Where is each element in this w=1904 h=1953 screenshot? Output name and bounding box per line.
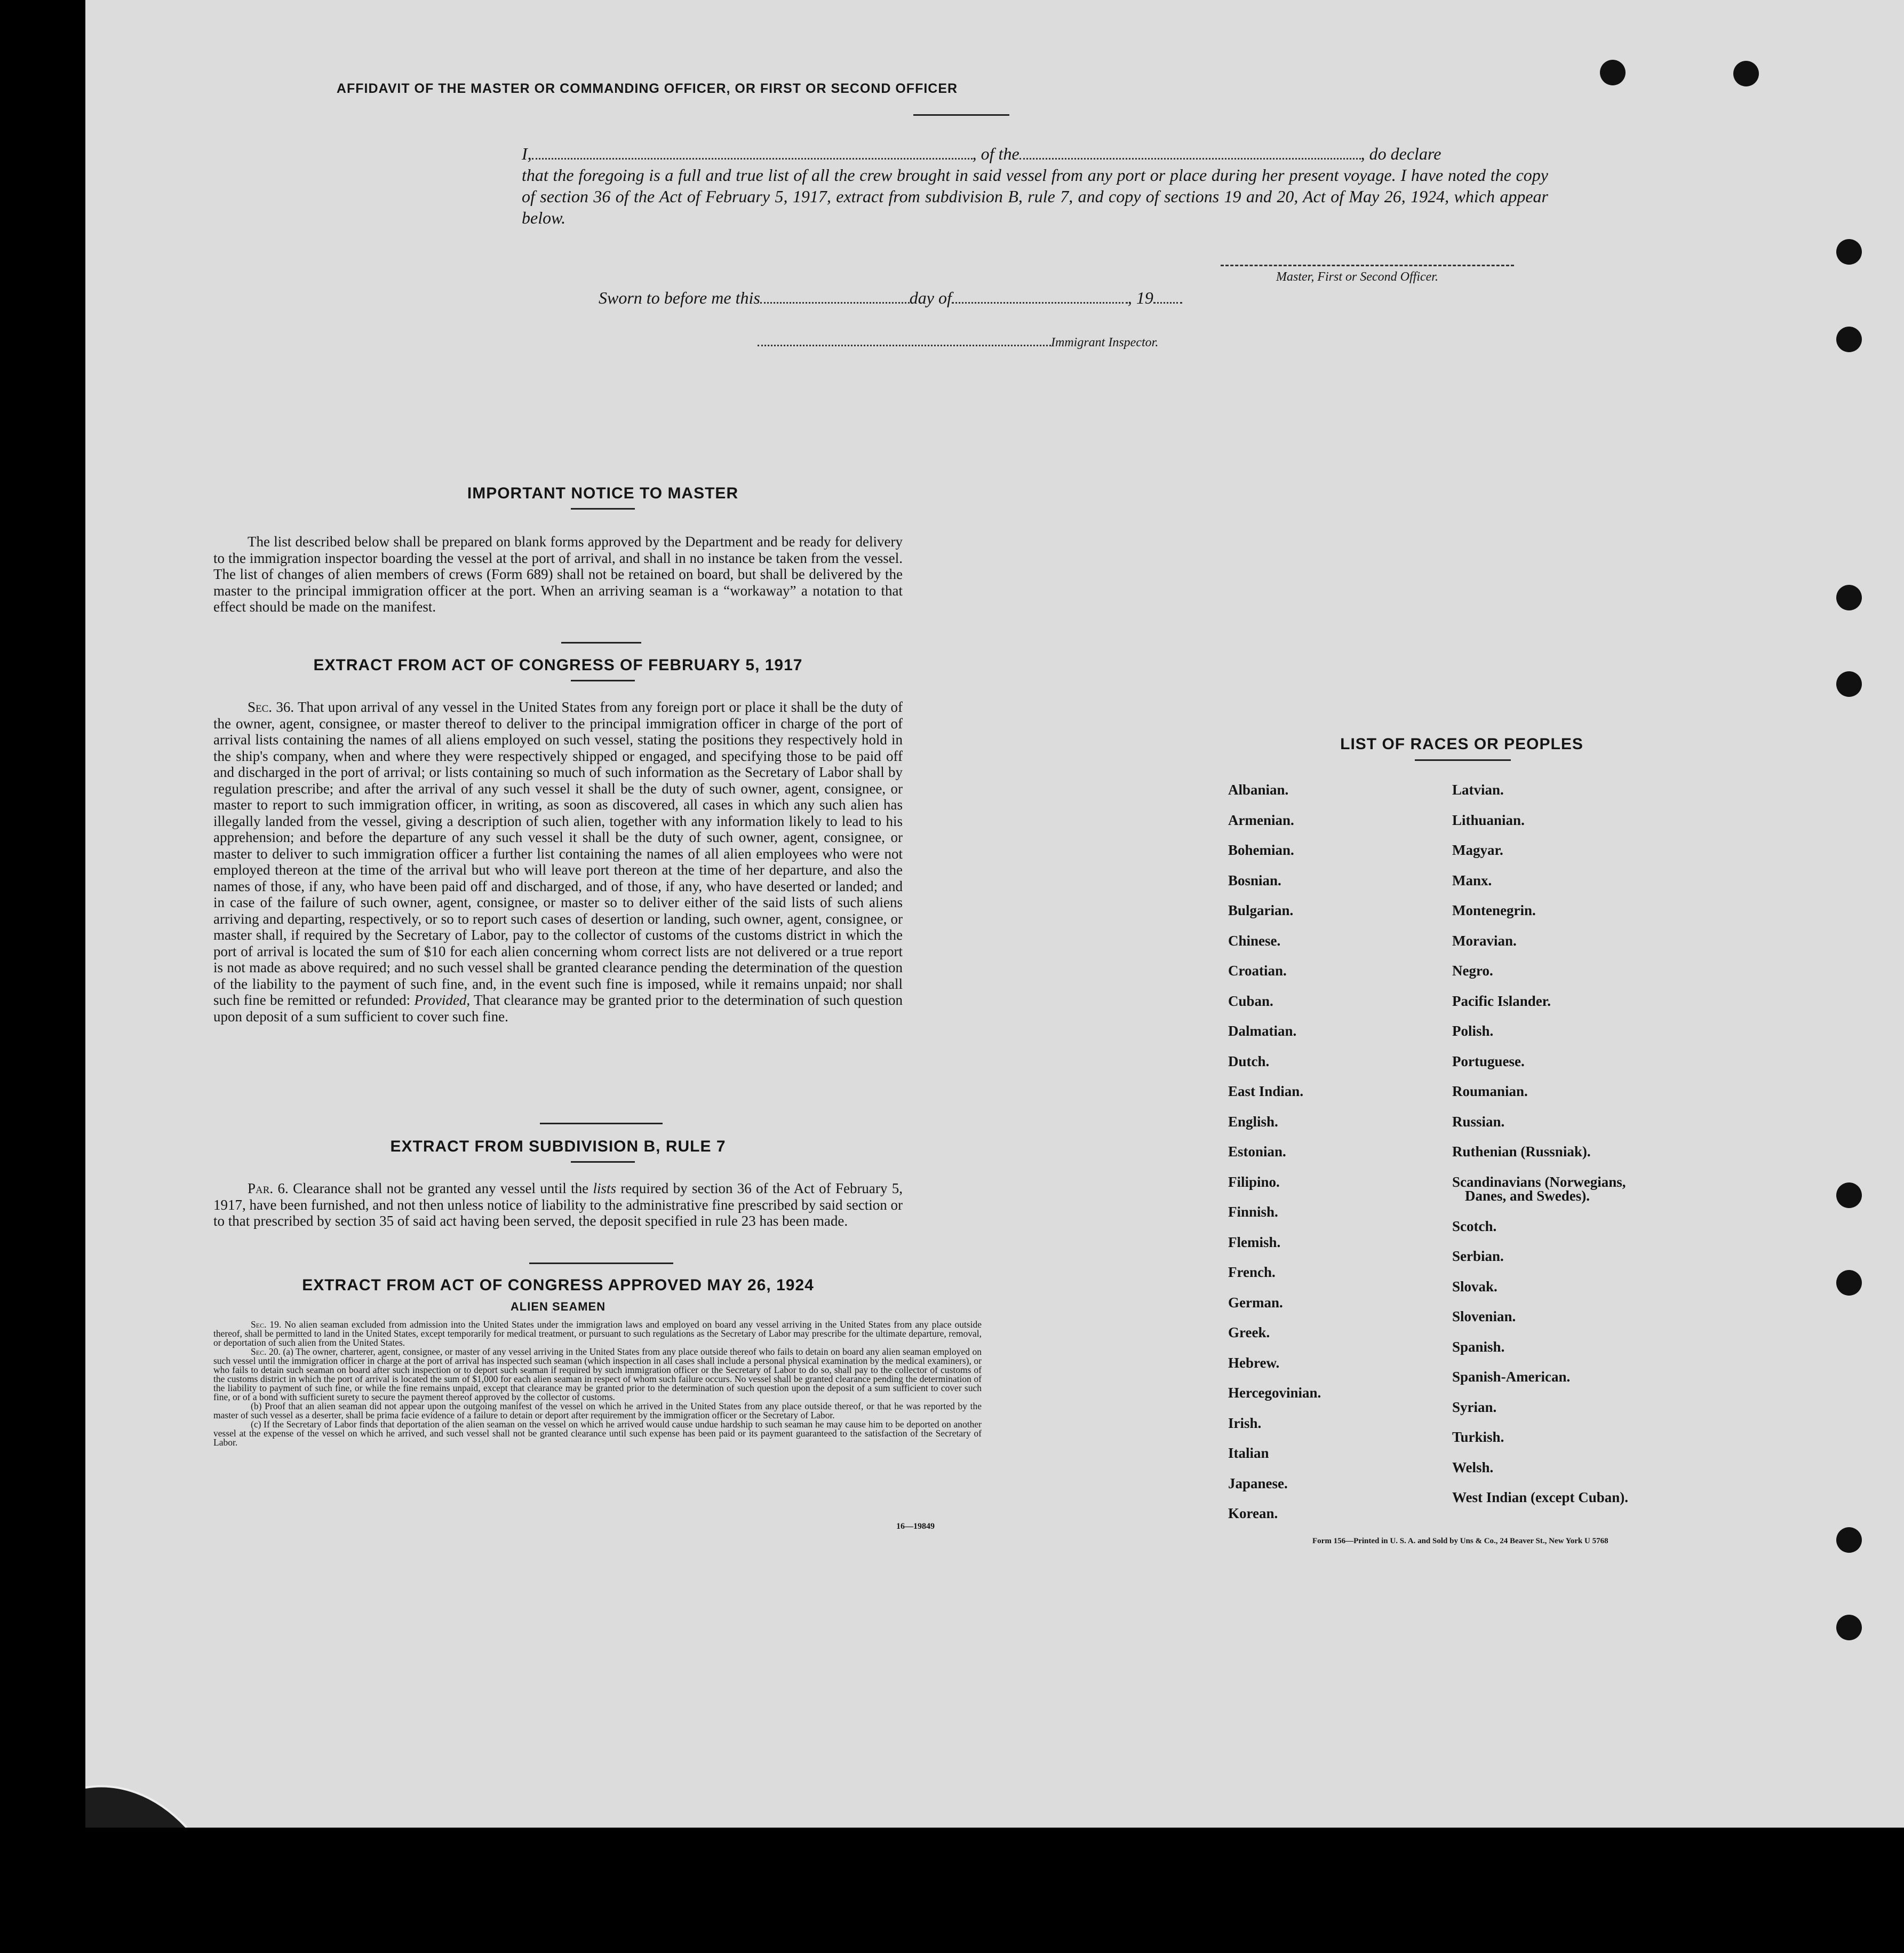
par-6-body-b: required by section 36 of the Act of February 5, 1917, have been furnished, and not then unless notice of liability to the administrative fine prescribed by said section or to that prescribed by section 35 of said act having been served, the deposit specified in rule 23 has been made. [213, 1180, 903, 1229]
race-item: East Indian. [1228, 1083, 1304, 1099]
race-item: Syrian. [1452, 1399, 1497, 1415]
race-item: Scandinavians (Norwegians, [1452, 1173, 1626, 1190]
par-6-body-a: Clearance shall not be granted any vessel until the [293, 1180, 589, 1196]
extract-1917-rule [571, 680, 635, 681]
race-item: Korean. [1228, 1505, 1278, 1521]
affidavit-title: AFFIDAVIT OF THE MASTER OR COMMANDING OFFICER, OR FIRST OR SECOND OFFICER [336, 81, 958, 96]
race-item: Italian [1228, 1445, 1269, 1461]
races-right-column [1452, 782, 1628, 1520]
punch-hole [1600, 60, 1626, 85]
extract-1917-end-rule [540, 1123, 663, 1124]
alien-seamen-subtitle: ALIEN SEAMEN [510, 1300, 606, 1313]
day-field[interactable] [760, 288, 910, 304]
race-item: Albanian. [1228, 782, 1289, 798]
race-item: Dalmatian. [1228, 1023, 1297, 1039]
punch-hole [1836, 1527, 1862, 1553]
race-item: Bosnian. [1228, 872, 1281, 888]
inspector-caption: Immigrant Inspector. [1051, 336, 1159, 350]
races-left-column [1228, 782, 1321, 1536]
subdivision-end-rule [529, 1263, 673, 1264]
race-item: Roumanian. [1452, 1083, 1528, 1099]
race-item: West Indian (except Cuban). [1452, 1489, 1629, 1505]
declaration-text: that the foregoing is a full and true list of all the crew brought in said vessel from any port or place during her present voyage. I have noted the copy of section 36 of the Act of February 5, 1917, extract from subdivision B, rule 7, and copy of sections 19 and 20, Act of May 26, 1924, which appear below. [522, 165, 1548, 227]
notice-title: IMPORTANT NOTICE TO MASTER [467, 485, 739, 502]
race-item: Hercegovinian. [1228, 1385, 1321, 1401]
inspector-line [758, 331, 1158, 350]
race-item: Greek. [1228, 1324, 1270, 1340]
race-item: Pacific Islander. [1452, 993, 1551, 1009]
section-36-text [213, 699, 903, 1025]
day-of-label: day of [909, 288, 952, 307]
punch-hole [1836, 1182, 1862, 1208]
sec-19-body: No alien seaman excluded from admission into the United States under the immigration laws and employed on board any vessel arriving in the United States from any place outside thereof, shall be permitted to land in the United States, except temporarily for medical treatment, or pursuant to such regulations as the Secretary of Labor may prescribe for the ultimate departure, removal, or deportation of such alien from the United States. [213, 1319, 982, 1348]
race-item: Dutch. [1228, 1053, 1270, 1069]
race-item: Estonian. [1228, 1144, 1286, 1160]
race-item: English. [1228, 1113, 1278, 1130]
race-item: Slovenian. [1452, 1308, 1516, 1324]
notice-text: The list described below shall be prepared on blank forms approved by the Department and be ready for delivery to the immigration inspector boarding the vessel at the port of arrival, and shall in no instance be taken from the vessel. The list of changes of alien members of crews (Form 689) shall not be retained on board, but shall be delivered by the master to the principal immigration officer at the port. When an arriving seaman is a “workaway” a notation to that effect should be made on the manifest. [213, 534, 903, 615]
subdivision-title: EXTRACT FROM SUBDIVISION B, RULE 7 [390, 1138, 726, 1155]
extract-1917-title: EXTRACT FROM ACT OF CONGRESS OF FEBRUARY 5, 1917 [313, 656, 803, 674]
provided-word: Provided, [414, 992, 471, 1008]
race-item: Lithuanian. [1452, 812, 1525, 828]
race-item: Latvian. [1452, 782, 1504, 798]
race-item: Spanish-American. [1452, 1369, 1571, 1385]
race-item: Croatian. [1228, 963, 1287, 979]
race-item: Armenian. [1228, 812, 1294, 828]
race-item: Bulgarian. [1228, 902, 1294, 918]
race-item: Serbian. [1452, 1248, 1504, 1264]
document-page [85, 0, 1904, 1828]
form-code: 16—19849 [896, 1522, 935, 1531]
punch-hole [1836, 239, 1862, 265]
sec-20-label: Sec. 20. [251, 1346, 281, 1357]
punch-hole [1836, 585, 1862, 610]
year-prefix: , 19 [1127, 288, 1153, 307]
race-item: Scotch. [1452, 1218, 1497, 1234]
sworn-line [599, 288, 1182, 308]
race-item: Magyar. [1452, 842, 1503, 858]
sec-36-end: That clearance may be granted prior to the determination of such question upon deposit of a sum sufficient to cover such fine. [213, 992, 903, 1025]
notice-end-rule [561, 642, 641, 644]
master-caption: Master, First or Second Officer. [1276, 270, 1438, 284]
race-item: Danes, and Swedes). [1465, 1188, 1590, 1204]
sec-20c-paragraph: (c) If the Secretary of Labor finds that deportation of the alien seaman on the vessel on which he arrived would cause undue hardship to such seaman he may cause him to be deported on another vessel at the expense of the vessel on which he arrived, and such vessel shall not be granted clearance until such expense has been paid or its payment guaranteed to the satisfaction of the Secretary of Labor. [213, 1419, 982, 1448]
race-item: Polish. [1452, 1023, 1494, 1039]
sec-20a-paragraph [213, 1347, 982, 1402]
race-item: Chinese. [1228, 932, 1281, 949]
year-field[interactable] [1153, 288, 1182, 304]
sec-19-label: Sec. 19. [251, 1319, 282, 1330]
race-item: Montenegrin. [1452, 902, 1536, 918]
race-item: Portuguese. [1452, 1053, 1525, 1069]
inspector-signature-field[interactable] [758, 331, 1051, 346]
title-rule [913, 114, 1009, 116]
race-item: Irish. [1228, 1415, 1262, 1431]
of-the-label: , of the [972, 144, 1019, 163]
name-field[interactable] [532, 144, 973, 160]
race-item: Japanese. [1228, 1475, 1288, 1491]
sec-20b-paragraph: (b) Proof that an alien seaman did not appear upon the outgoing manifest of the vessel on which he arrived in the United States from any place outside thereof, or that he was reported by the master of such vessel as a deserter, shall be prima facie evidence of a failure to detain or deport after requirement by the immigration officer or the Secretary of Labor. [213, 1401, 982, 1420]
race-item: Turkish. [1452, 1429, 1504, 1445]
form-note: Form 156—Printed in U. S. A. and Sold by Uns & Co., 24 Beaver St., New York U 5768 [1312, 1537, 1608, 1545]
race-item: Flemish. [1228, 1234, 1281, 1250]
month-field[interactable] [952, 288, 1128, 304]
punch-hole [1836, 1270, 1862, 1296]
sec-19-paragraph [213, 1320, 982, 1347]
race-item: Ruthenian (Russniak). [1452, 1144, 1591, 1160]
sections-1924-text [213, 1320, 982, 1447]
races-rule [1415, 759, 1511, 761]
race-item: Hebrew. [1228, 1354, 1280, 1371]
race-item: Spanish. [1452, 1338, 1505, 1355]
i-label: I, [522, 144, 532, 163]
race-item: Bohemian. [1228, 842, 1294, 858]
punch-hole [1733, 61, 1759, 86]
sec-36-body: That upon arrival of any vessel in the United States from any foreign port or place it shall be the duty of the owner, agent, consignee, or master thereof to deliver to the principal immigration officer in charge of the port of arrival lists containing the names of all aliens employed on such vessel, stating the positions they respectively hold in the ship's company, when and where they were respectively shipped or engaged, and specifying those to be paid off and discharged in the port of arrival; or lists containing so much of such information as the Secretary of Labor shall by regulation prescribe; and after the arrival of any such vessel it shall be the duty of such owner, agent, consignee, or master to report to such immigration officer, in writing, as soon as discovered, all cases in which any such alien has illegally landed from the vessel, giving a description of such alien, together with any information likely to lead to his apprehension; and before the departure of any such vessel it shall be the duty of such owner, agent, consignee, or master to deliver to such immigration officer a further list containing the names of all alien employees who were not employed thereon at the time of the arrival but who will leave port thereon at the time of her departure, and also the names of those, if any, who have been paid off and discharged, and of those, if any, who have deserted or landed; and in case of the failure of such owner, agent, consignee, or master so to deliver either of the said lists of such aliens arriving and departing, respectively, or so to report such cases of desertion or landing, such owner, agent, consignee, or master shall, if required by the Secretary of Labor, pay to the collector of customs of the customs district in which the port of arrival is located the sum of $10 for each alien concerning whom correct lists are not delivered or a true report is not made as above required; and no such vessel shall be granted clearance pending the determination of the question of the liability to the payment of such fine, and, in the event such fine is imposed, while it remains unpaid; nor shall such fine be remitted or refunded: [213, 699, 903, 1008]
declaration [522, 143, 1548, 228]
sec-36-label: Sec. 36. [248, 699, 294, 715]
page-curl-shape [85, 1777, 245, 1828]
do-declare-label: , do declare [1360, 144, 1441, 163]
par-6-label: Par. 6. [248, 1180, 289, 1196]
race-item: Slovak. [1452, 1278, 1497, 1295]
race-item: French. [1228, 1264, 1276, 1280]
race-item: German. [1228, 1294, 1283, 1311]
race-item: Cuban. [1228, 993, 1273, 1009]
race-item: Moravian. [1452, 932, 1517, 949]
subdivision-rule [571, 1161, 635, 1163]
punch-hole [1836, 327, 1862, 352]
race-item: Filipino. [1228, 1173, 1280, 1190]
punch-hole [1836, 1615, 1862, 1640]
master-signature-line[interactable] [1221, 265, 1514, 266]
lists-word: lists [593, 1180, 616, 1196]
race-item: Manx. [1452, 872, 1492, 888]
punch-hole [1836, 671, 1862, 697]
sec-20a-body: (a) The owner, charterer, agent, consignee, or master of any vessel arriving in the United States from any place outside thereof who fails to detain on board any alien seaman employed on such vessel until the immigration officer in charge at the port of arrival has inspected such seaman (which inspection in all cases shall include a personal physical examination by the medical examiners), or who fails to detain such seaman on board after such inspection or to deport such seaman if required by such immigration officer or the Secretary of Labor to do so, shall pay to the collector of customs of the customs district in which the port of arrival is located the sum of $1,000 for each alien seaman in respect of whom such failure occurs. No vessel shall be granted clearance pending the determination of the liability to payment of such fine, or while the fine remains unpaid, except that clearance may be granted prior to the determination of such question upon the deposit of a sum sufficient to cover such fine, or of a bond with sufficient surety to secure the payment thereof approved by the collector of customs. [213, 1346, 982, 1402]
paragraph-6-text [213, 1180, 903, 1229]
extract-1924-title: EXTRACT FROM ACT OF CONGRESS APPROVED MAY 26, 1924 [302, 1276, 814, 1294]
notice-rule [571, 508, 635, 510]
race-item: Russian. [1452, 1113, 1505, 1130]
races-title: LIST OF RACES OR PEOPLES [1340, 735, 1583, 753]
race-item: Finnish. [1228, 1204, 1278, 1220]
vessel-field[interactable] [1019, 144, 1361, 160]
sworn-prefix: Sworn to before me this [599, 288, 760, 307]
race-item: Welsh. [1452, 1459, 1494, 1475]
race-item: Negro. [1452, 963, 1493, 979]
